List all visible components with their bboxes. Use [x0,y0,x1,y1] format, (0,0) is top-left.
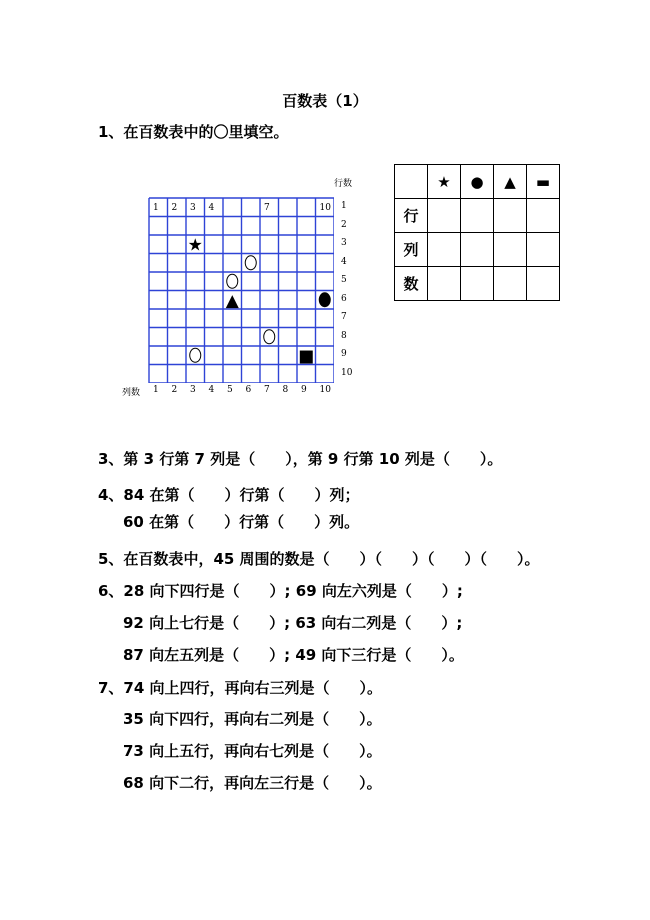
grid-top-number: 10 [319,203,331,213]
answer-cell[interactable] [461,267,494,301]
table-header-circle: ● [461,165,494,199]
grid-top-number: 1 [153,203,159,213]
answer-cell[interactable] [494,233,527,267]
answer-cell[interactable] [428,233,461,267]
filled-circle-symbol [319,292,331,307]
page-title: 百数表（1） [282,92,368,110]
table-row-label: 列 [395,233,428,267]
blank-circle[interactable] [264,330,275,344]
table-row-label: 行 [395,199,428,233]
row-number: 5 [341,275,347,285]
question-7-line-3: 73 向上五行，再向右七列是（ ）。 [123,742,382,760]
column-number: 10 [319,385,331,395]
question-6-line-3: 87 向左五列是（ ）; 49 向下三行是（ ）。 [123,646,464,664]
answer-cell[interactable] [494,267,527,301]
answer-cell[interactable] [428,199,461,233]
question-6-line-2: 92 向上七行是（ ）; 63 向右二列是（ ）; [123,614,463,632]
column-number: 1 [153,385,159,395]
question-3: 3、第 3 行第 7 列是（ ），第 9 行第 10 列是（ ）。 [98,450,503,468]
row-number: 7 [341,312,347,322]
column-number: 7 [264,385,270,395]
question-4-line-1: 4、84 在第（ ）行第（ ）列； [98,486,360,504]
column-number: 6 [245,385,252,395]
row-number: 2 [341,219,347,230]
row-number: 9 [341,349,347,359]
blank-circle[interactable] [190,348,201,362]
question-7-line-1: 7、74 向上四行，再向右三列是（ ）。 [98,679,383,697]
grid-top-number: 2 [171,203,178,213]
column-number: 9 [301,385,307,395]
table-header-rectangle: ▬ [527,165,560,199]
answer-cell[interactable] [428,267,461,301]
table-corner [395,165,428,199]
row-number: 4 [341,256,347,267]
row-number: 6 [341,293,347,304]
answer-cell[interactable] [494,199,527,233]
question-6-line-1: 6、28 向下四行是（ ）; 69 向左六列是（ ）; [98,582,463,600]
column-number: 5 [227,385,233,395]
table-header-triangle: ▲ [494,165,527,199]
hundred-grid [148,197,334,383]
column-number: 4 [208,385,215,395]
blank-circle[interactable] [245,256,256,270]
column-axis-label: 列数 [122,388,141,398]
grid-top-number: 4 [208,203,215,213]
row-number: 10 [341,367,353,378]
question-7-line-2: 35 向下四行，再向右二列是（ ）。 [123,710,382,728]
triangle-symbol: ▲ [225,290,239,311]
question-1: 1、在百数表中的〇里填空。 [98,123,289,141]
row-axis-label: 行数 [334,179,353,189]
row-number: 8 [341,330,347,341]
blank-circle[interactable] [227,274,238,288]
column-number: 3 [190,385,196,395]
table-header-star: ★ [428,165,461,199]
row-number: 3 [341,238,347,248]
table-row-label: 数 [395,267,428,301]
question-5: 5、在百数表中，45 周围的数是（ ）（ ）（ ）（ ）。 [98,550,540,568]
column-number: 8 [282,385,289,395]
answer-cell[interactable] [461,199,494,233]
row-number: 1 [341,201,347,211]
question-4-line-2: 60 在第（ ）行第（ ）列。 [123,513,360,531]
question-7-line-4: 68 向下二行，再向左三行是（ ）。 [123,774,382,792]
grid-top-number: 3 [190,203,196,213]
answer-cell[interactable] [527,233,560,267]
grid-top-number: 7 [264,203,270,213]
column-number: 2 [171,385,178,395]
symbol-table [394,164,560,301]
answer-cell[interactable] [527,267,560,301]
square-symbol: ■ [298,346,315,367]
answer-cell[interactable] [461,233,494,267]
answer-cell[interactable] [527,199,560,233]
star-symbol: ★ [187,235,203,256]
